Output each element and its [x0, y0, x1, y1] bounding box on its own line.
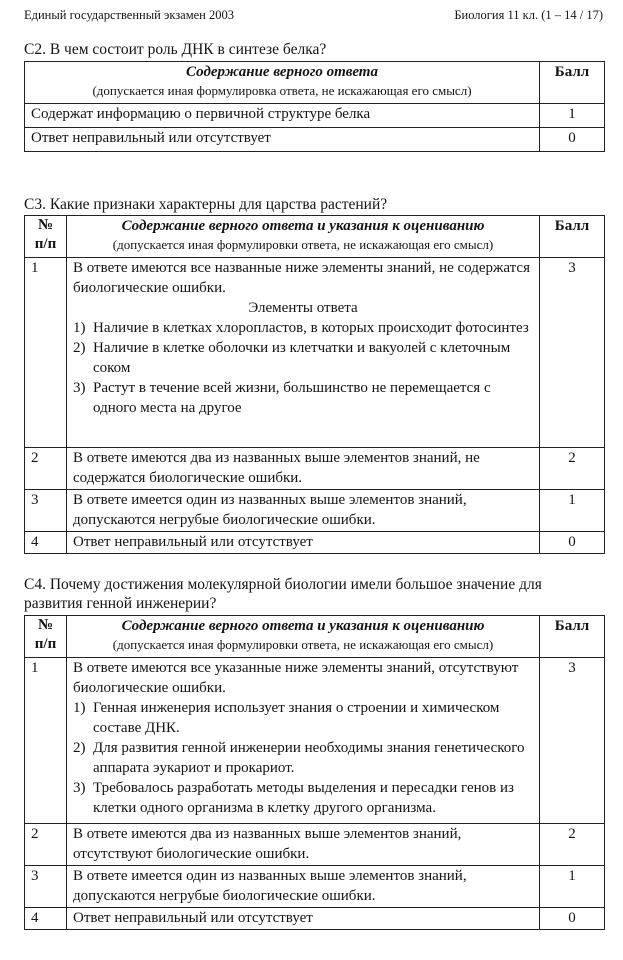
header-score-label: Балл [540, 216, 605, 258]
table-header-row [25, 216, 605, 258]
row-number: 4 [25, 532, 67, 554]
answer-score: 0 [540, 128, 605, 152]
header-content-cell [67, 216, 540, 258]
list-item: 1) Генная инженерия использует знания о строении и химическом составе ДНК. [73, 700, 500, 736]
row-number: 1 [25, 258, 67, 448]
table-row [25, 866, 605, 908]
answer-score: 0 [540, 908, 605, 930]
answer-text: В ответе имеется один из названных выше элементов знаний, допускаются негрубые биологические ошибки. [67, 490, 540, 532]
answer-text: В ответе имеется один из названных выше элементов знаний, допускаются негрубые биологические ошибки. [67, 866, 540, 908]
answer-score: 1 [540, 866, 605, 908]
header-num-label: № п/п [25, 216, 67, 258]
row-number: 1 [25, 658, 67, 824]
page-header [24, 8, 603, 26]
answer-text: Ответ неправильный или отсутствует [67, 532, 540, 554]
answer-table-c3 [24, 215, 605, 554]
header-score-label: Балл [540, 616, 605, 658]
row-number: 2 [25, 448, 67, 490]
header-content-label: Содержание верного ответа и указания к оцениванию [121, 618, 485, 634]
row-intro: В ответе имеются все указанные ниже элементы знаний, отсутствуют биологические ошибки. [73, 660, 519, 696]
table-row [25, 128, 605, 152]
table-row [25, 908, 605, 930]
answer-text [67, 658, 540, 824]
table-row [25, 448, 605, 490]
elements-list [73, 318, 533, 418]
table-row [25, 824, 605, 866]
header-content-note: (допускается иная формулировки ответа, не искажающая его смысл) [112, 637, 494, 652]
list-item: 2) Для развития генной инженерии необходимы знания генетического аппарата эукариот и прокариот. [73, 740, 525, 776]
answer-score: 0 [540, 532, 605, 554]
table-row [25, 532, 605, 554]
answer-table-c4 [24, 615, 605, 930]
header-content-cell [25, 62, 540, 104]
header-content-cell [67, 616, 540, 658]
elements-list [73, 698, 533, 818]
answer-score: 1 [540, 490, 605, 532]
answer-text: Ответ неправильный или отсутствует [25, 128, 540, 152]
elements-title: Элементы ответа [248, 300, 358, 316]
list-item: 3) Растут в течение всей жизни, большинство не перемещается с одного места на другое [73, 380, 491, 416]
answer-text: Содержат информацию о первичной структуре белка [25, 104, 540, 128]
answer-score: 2 [540, 824, 605, 866]
answer-table-c2 [24, 61, 605, 152]
answer-score: 1 [540, 104, 605, 128]
question-c3: С3. Какие признаки характерны для царства растений? [24, 196, 388, 213]
answer-text [67, 258, 540, 448]
header-num-label: № п/п [25, 616, 67, 658]
header-score-label: Балл [540, 62, 605, 104]
row-number: 2 [25, 824, 67, 866]
row-intro: В ответе имеются все названные ниже элементы знаний, не содержатся биологические ошибки. [73, 260, 530, 296]
table-header-row [25, 62, 605, 104]
table-header-row [25, 616, 605, 658]
row-number: 3 [25, 490, 67, 532]
answer-score: 2 [540, 448, 605, 490]
list-item: 3) Требовалось разработать методы выделения и пересадки генов из клетки одного организма в клетку другого организма. [73, 780, 514, 816]
header-content-label: Содержание верного ответа [186, 64, 378, 80]
answer-text: В ответе имеются два из названных выше элементов знаний, не содержатся биологические ошибки. [67, 448, 540, 490]
row-number: 3 [25, 866, 67, 908]
list-item: 1) Наличие в клетках хлоропластов, в которых происходит фотосинтез [73, 320, 529, 336]
header-content-note: (допускается иная формулировка ответа, не искажающая его смысл) [92, 83, 472, 98]
answer-text: Ответ неправильный или отсутствует [67, 908, 540, 930]
question-c4: С4. Почему достижения молекулярной биологии имели большое значение для развития генной инженерии? [24, 576, 542, 612]
header-content-note: (допускается иная формулировки ответа, не искажающая его смысл) [112, 237, 494, 252]
table-row [25, 104, 605, 128]
table-row [25, 258, 605, 448]
list-item: 2) Наличие в клетке оболочки из клетчатки и вакуолей с клеточным соком [73, 340, 511, 376]
answer-score: 3 [540, 258, 605, 448]
table-row [25, 490, 605, 532]
subject-page-info: Биология 11 кл. (1 – 14 / 17) [454, 8, 603, 22]
table-row [25, 658, 605, 824]
answer-score: 3 [540, 658, 605, 824]
row-number: 4 [25, 908, 67, 930]
question-c2: С2. В чем состоит роль ДНК в синтезе белка? [24, 41, 327, 58]
answer-text: В ответе имеются два из названных выше элементов знаний, отсутствуют биологические ошибки. [67, 824, 540, 866]
exam-title: Единый государственный экзамен 2003 [24, 8, 234, 22]
header-content-label: Содержание верного ответа и указания к оцениванию [121, 218, 485, 234]
